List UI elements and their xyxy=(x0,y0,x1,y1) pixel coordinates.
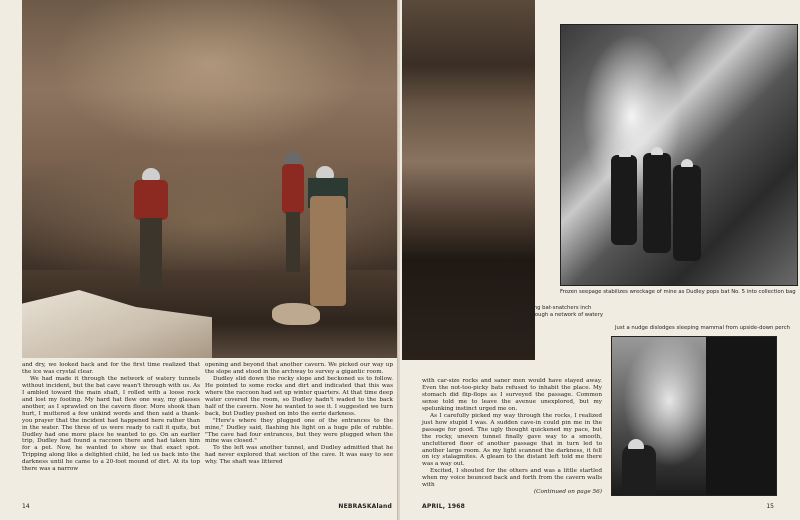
mine-wreckage-photo xyxy=(560,24,798,286)
right-column-1 xyxy=(422,378,602,496)
cave-photo-color xyxy=(22,0,398,358)
paragraph: Excited, I shouted for the others and was a little startled when my voice bounced back and forth from the cavern walls with xyxy=(422,468,602,489)
caption-top-photo: Frozen seepage stabilizes wreckage of mine as Dudley pops bat No. 5 into collection bag xyxy=(560,289,796,295)
paragraph: Dudley slid down the rocky slope and beckoned us to follow. He pointed to some rocks and dirt and indicated that this was where the raccoon had set up winter quarters. At that time deep water covered the room, so Dudley hadn't waded to the back half of the cavern. Now he wanted to see it. I suggested we turn back, but Dudley pushed on into the eerie darkness. xyxy=(205,375,393,417)
caption-mid-photo: Spelunking bat-snatchers inch along through a network of watery tunnels xyxy=(511,305,603,325)
page-number-left: 14 xyxy=(22,503,30,510)
right-page xyxy=(400,0,800,520)
page-number-right: 15 xyxy=(766,503,774,510)
left-column-2 xyxy=(205,362,393,466)
bat-perch-photo xyxy=(611,336,777,496)
continued-note: (Continued on page 56) xyxy=(533,489,602,496)
paragraph: opening and beyond that another cavern. We picked our way up the slope and stood in the archway to survey a gigantic room. xyxy=(205,362,393,375)
floating-rock xyxy=(272,303,320,325)
left-column-1 xyxy=(22,362,200,473)
footer-date: APRIL, 1968 xyxy=(422,503,465,510)
left-page xyxy=(0,0,398,520)
caption-bottom-photo: Just a nudge dislodges sleeping mammal from upside-down perch xyxy=(615,325,791,331)
paragraph: and dry, we looked back and for the first time realized that the ice was crystal clear. xyxy=(22,362,200,375)
footer-title: NEBRASKAland xyxy=(338,503,392,510)
paragraph: To the left was another tunnel, and Dudley admitted that he had never explored that section of the cave. It was easy to see why. The shaft was littered xyxy=(205,445,393,466)
paragraph: We had made it through the network of watery tunnels without incident, but the bat cave wasn't through with us. As I ambled toward the main shaft, I rolled with a loose rock and lost my footing. My hard hat flew one way, my glasses another, as I sprawled on the cavern floor. More shook than hurt, I muttered a few unkind words and then said a thank-you prayer that the incident had happened here rather than in the water. The three of us were ready to call it quits, but Dudley had one more place he wanted to go. On an earlier trip, Dudley had found a raccoon there and had taken him for a pet. Now, he wanted to show us that exact spot. Tripping along like a delighted child, he led us back into the darkness until he came to a 20-foot mound of dirt. At its top there was a narrow xyxy=(22,375,200,473)
paragraph: with car-size rocks and saner men would have stayed away. Even the not-too-picky bats refused to inhabit the place. My stomach did flip-flops as I surveyed the passage. Common sense told me to leave the avenue unexplored, but my spelunking instinct urged me on. xyxy=(422,378,602,412)
paragraph: As I carefully picked my way through the rocks, I realized just how stupid I was. A sudden cave-in could pin me in the passage for good. The ugly thought quickened my pace, but the rocky, uneven tunnel finally gave way to a smooth, uncluttered floor of another passage that in turn led to another large room. As my light scanned the darkness, it fell on icy stalagmites. A gleam to the distant left told me there was a way out. xyxy=(422,412,602,468)
paragraph: "Here's where they plugged one of the entrances to the mine," Dudley said, flashing his light on a huge pile of rubble. "The cave had four entrances, but they were plugged when the mine was closed." xyxy=(205,417,393,445)
